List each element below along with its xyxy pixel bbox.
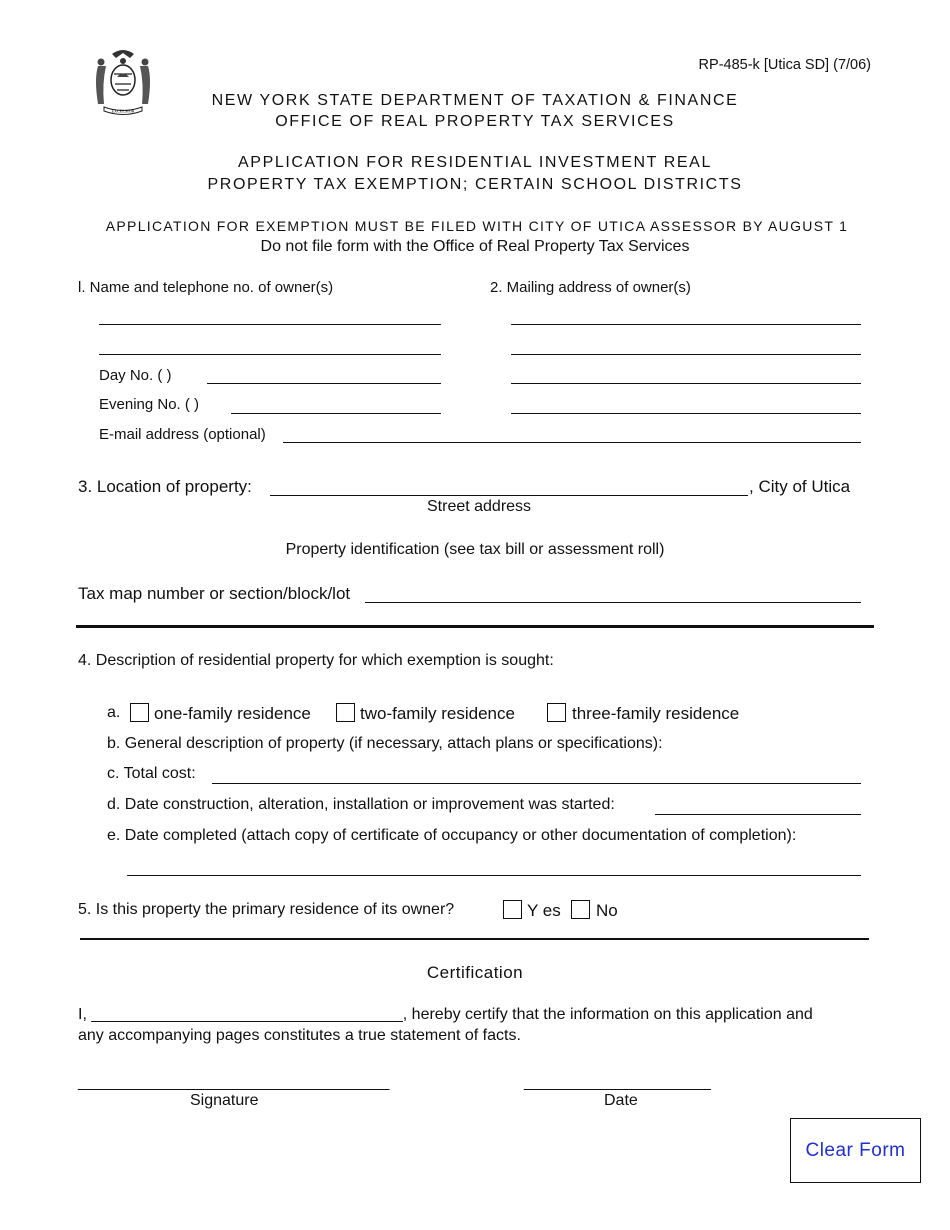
two-family-checkbox[interactable] xyxy=(336,703,355,722)
signature-caption: Signature xyxy=(190,1092,259,1109)
filing-notice: APPLICATION FOR EXEMPTION MUST BE FILED WITH CITY OF UTICA ASSESSOR BY AUGUST 1 xyxy=(105,218,849,234)
location-label: 3. Location of property: xyxy=(78,477,252,496)
form-title-line2: PROPERTY TAX EXEMPTION; CERTAIN SCHOOL DISTRICTS xyxy=(207,176,743,193)
mailing-address-field-1[interactable] xyxy=(511,324,861,325)
signature-line[interactable]: ___________________________________ xyxy=(78,1074,390,1091)
certification-heading: Certification xyxy=(426,963,524,982)
general-description-label: b. General description of property (if necessary, attach plans or specifications): xyxy=(107,735,663,752)
certification-text-line1: I, ___________________________________, hereby certify that the information on this application and xyxy=(78,1006,813,1023)
date-started-field[interactable] xyxy=(655,814,861,815)
form-code: RP-485-k [Utica SD] (7/06) xyxy=(698,57,871,73)
day-phone-label: Day No. ( ) xyxy=(99,367,172,384)
tax-map-field[interactable] xyxy=(365,602,861,603)
two-family-label: two-family residence xyxy=(360,704,515,723)
clear-form-button[interactable]: Clear Form xyxy=(790,1118,921,1183)
dept-name-line1: NEW YORK STATE DEPARTMENT OF TAXATION & FINANCE xyxy=(211,92,739,109)
certification-divider xyxy=(80,938,869,940)
date-completed-field[interactable] xyxy=(127,875,861,876)
date-started-label: d. Date construction, alteration, installation or improvement was started: xyxy=(107,796,615,813)
one-family-label: one-family residence xyxy=(154,704,311,723)
total-cost-field[interactable] xyxy=(212,783,861,784)
evening-phone-field[interactable] xyxy=(231,413,441,414)
primary-residence-no-label: No xyxy=(596,901,618,920)
description-label: 4. Description of residential property for which exemption is sought: xyxy=(78,652,554,669)
day-phone-field[interactable] xyxy=(207,383,441,384)
date-line[interactable]: _____________________ xyxy=(524,1074,711,1091)
evening-phone-label: Evening No. ( ) xyxy=(99,396,200,413)
city-suffix: , City of Utica xyxy=(749,477,851,496)
street-address-field[interactable] xyxy=(270,495,748,496)
street-address-caption: Street address xyxy=(427,498,532,515)
option-a-prefix: a. xyxy=(107,704,121,721)
date-completed-label: e. Date completed (attach copy of certificate of occupancy or other documentation of completion): xyxy=(107,827,797,844)
email-field[interactable] xyxy=(283,442,861,443)
mailing-address-field-4[interactable] xyxy=(511,413,861,414)
three-family-label: three-family residence xyxy=(572,704,740,723)
certification-text-line2: any accompanying pages constitutes a true statement of facts. xyxy=(78,1027,521,1044)
mailing-address-field-2[interactable] xyxy=(511,354,861,355)
tax-map-label: Tax map number or section/block/lot xyxy=(78,584,351,603)
primary-residence-no-checkbox[interactable] xyxy=(571,900,590,919)
dept-name-line2: OFFICE OF REAL PROPERTY TAX SERVICES xyxy=(275,113,675,130)
primary-residence-yes-checkbox[interactable] xyxy=(503,900,522,919)
owner-name-field-1[interactable] xyxy=(99,324,441,325)
mailing-address-field-3[interactable] xyxy=(511,383,861,384)
property-id-heading: Property identification (see tax bill or assessment roll) xyxy=(285,541,665,558)
primary-residence-yes-label: Y es xyxy=(527,901,561,920)
email-label: E-mail address (optional) xyxy=(99,426,266,443)
filing-notice-sub: Do not file form with the Office of Real Property Tax Services xyxy=(260,238,690,255)
mailing-address-label: 2. Mailing address of owner(s) xyxy=(490,279,691,296)
form-title-line1: APPLICATION FOR RESIDENTIAL INVESTMENT REAL xyxy=(238,154,712,171)
one-family-checkbox[interactable] xyxy=(130,703,149,722)
primary-residence-label: 5. Is this property the primary residence of its owner? xyxy=(78,901,455,918)
section-divider xyxy=(76,625,874,628)
seal-motto: EXCELSIOR xyxy=(111,108,135,114)
total-cost-label: c. Total cost: xyxy=(107,765,196,782)
date-caption: Date xyxy=(604,1092,638,1109)
owner-name-field-2[interactable] xyxy=(99,354,441,355)
three-family-checkbox[interactable] xyxy=(547,703,566,722)
owner-name-label: l. Name and telephone no. of owner(s) xyxy=(78,279,334,296)
